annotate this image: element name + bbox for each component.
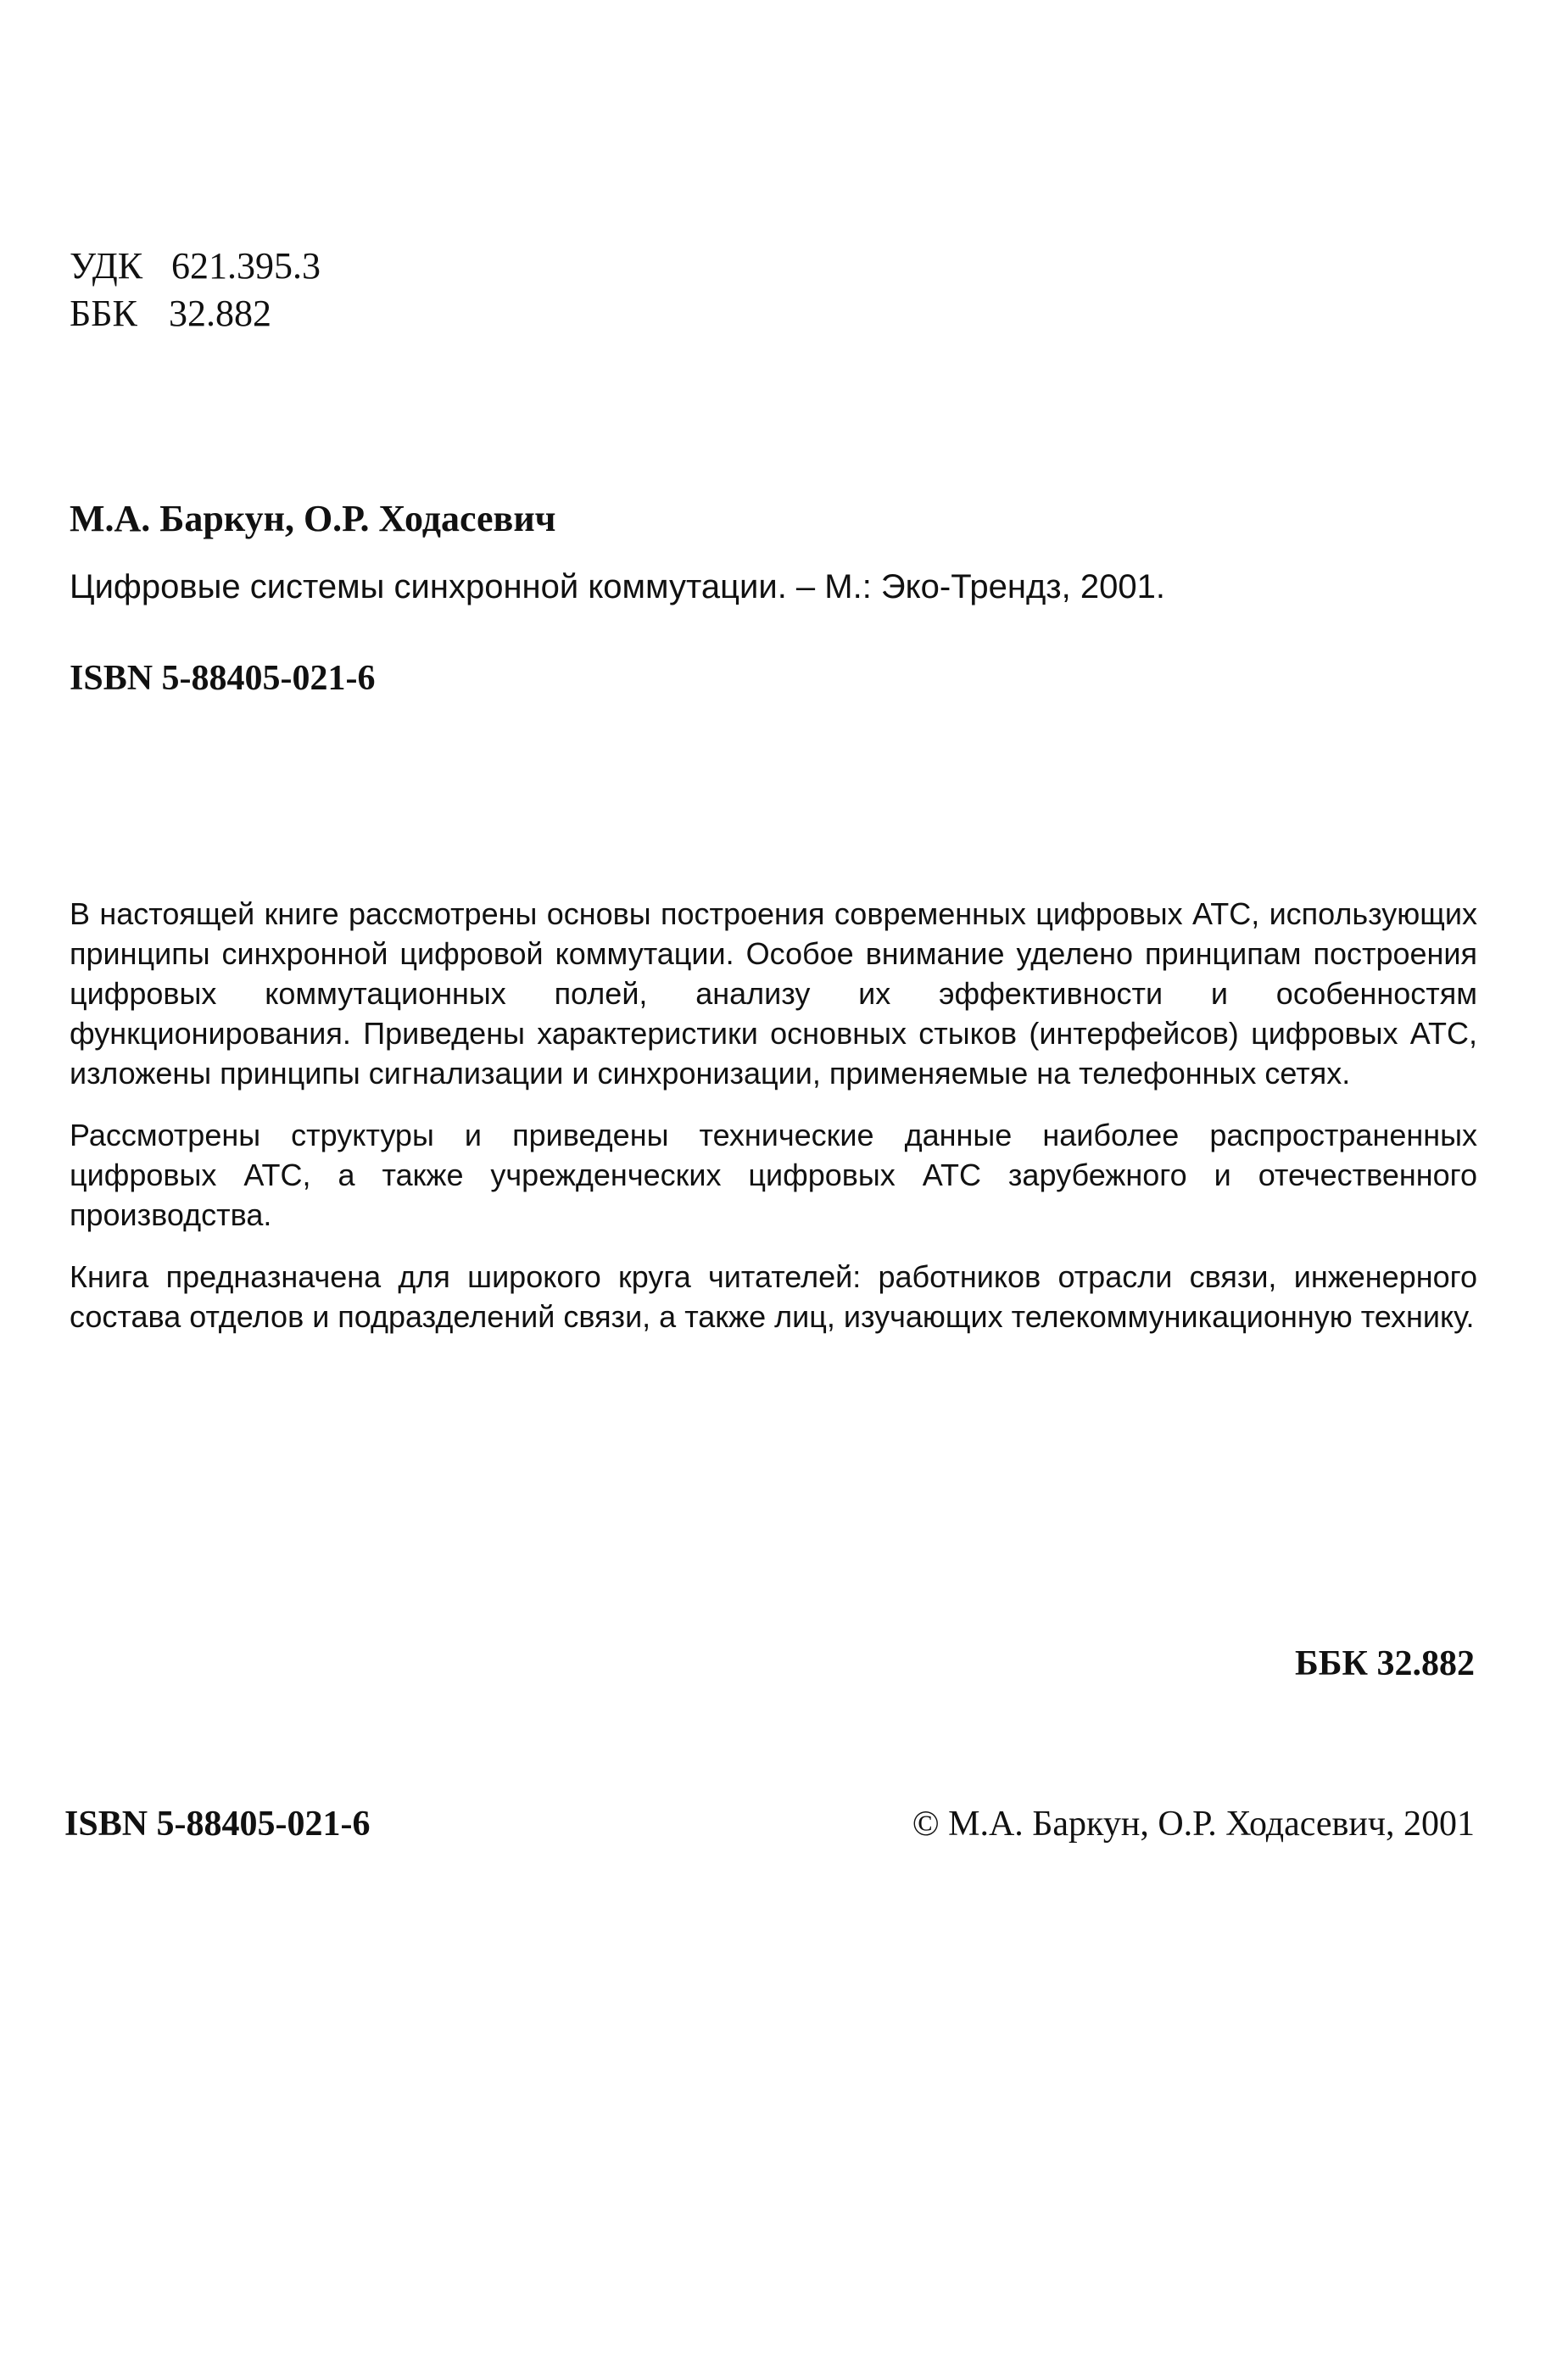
isbn-top: ISBN 5-88405-021-6 [70, 659, 376, 698]
abstract-paragraph-2: Рассмотрены структуры и приведены технические данные наиболее распространенных цифровых АТС, а также учрежденческих цифровых АТС зарубежного и отечественного производства. [70, 1118, 1477, 1232]
authors: М.А. Баркун, О.Р. Ходасевич [70, 498, 556, 539]
copyright: © М.А. Баркун, О.Р. Ходасевич, 2001 [912, 1805, 1475, 1844]
udk-value: 621.395.3 [171, 245, 321, 287]
isbn-bottom: ISBN 5-88405-021-6 [64, 1805, 371, 1844]
udk-row [70, 243, 321, 290]
bibliographic-citation: Цифровые системы синхронной коммутации. – М.: Эко-Трендз, 2001. [70, 568, 1165, 605]
udk-label: УДК [70, 245, 143, 287]
abstract-paragraph-1: В настоящей книге рассмотрены основы построения современных цифровых АТС, использующих принципы синхронной цифровой коммутации. Особое внимание уделено принципам построения цифровых коммутационных полей, анализу их эффективности и особенностям функционирования. Приведены характеристики основных стыков (интерфейсов) цифровых АТС, изложены принципы сигнализации и синхронизации, применяемые на телефонных сетях. [70, 896, 1477, 1091]
bbk-value: 32.882 [169, 293, 271, 334]
bbk-index: ББК 32.882 [1295, 1644, 1475, 1683]
bbk-label: ББК [70, 293, 137, 334]
bbk-row [70, 290, 321, 338]
abstract-paragraph-3: Книга предназначена для широкого круга читателей: работников отрасли связи, инженерного состава отделов и подразделений связи, а также лиц, изучающих телекоммуникационную технику. [70, 1259, 1477, 1334]
classification-block [70, 243, 321, 338]
abstract [70, 894, 1477, 1359]
